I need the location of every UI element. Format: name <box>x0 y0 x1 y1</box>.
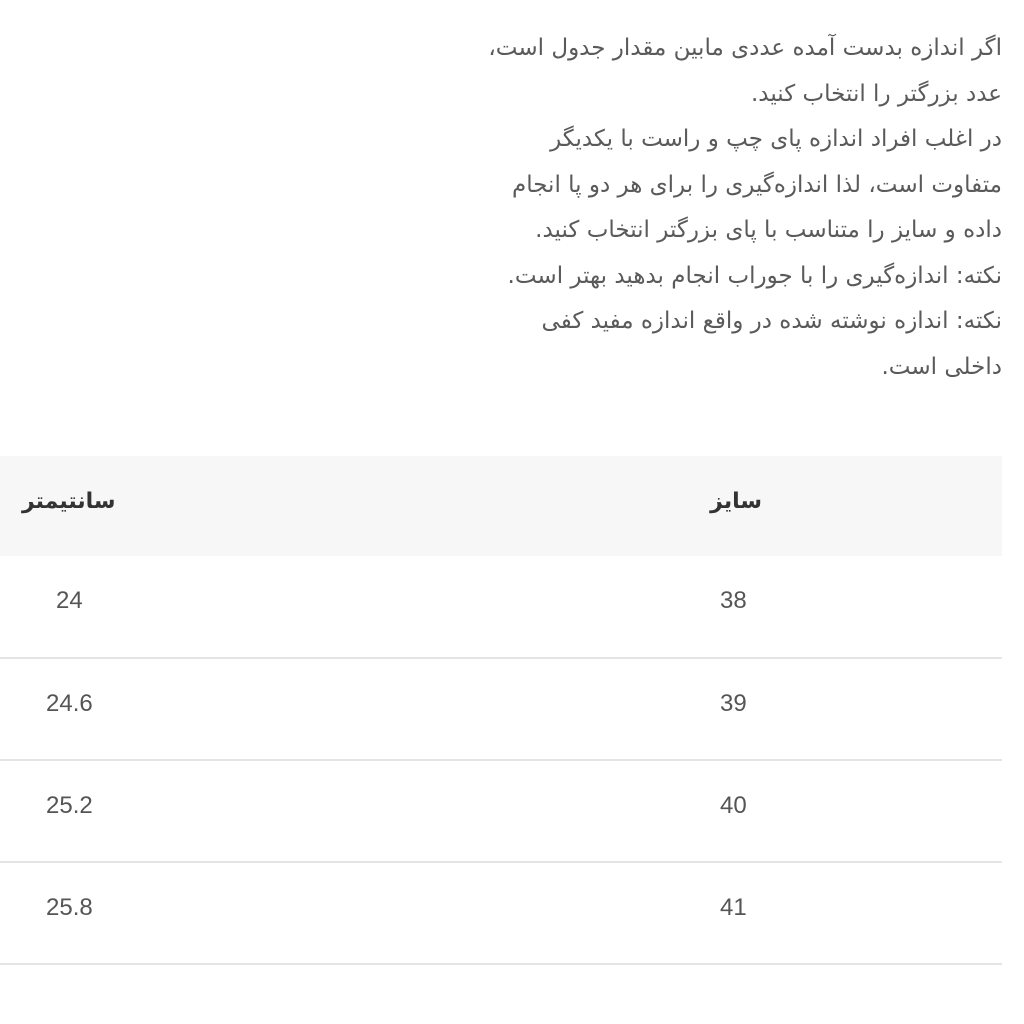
table-row <box>0 863 1002 965</box>
cell-centimeter: 25.8 <box>46 894 93 921</box>
header-size: سایز <box>710 489 762 514</box>
table-header <box>0 456 1002 556</box>
table-row <box>0 556 1002 659</box>
cell-size: 40 <box>720 792 747 819</box>
note-line: در اغلب افراد اندازه پای چپ و راست با یکدیگر <box>550 126 1002 152</box>
cell-centimeter: 24 <box>56 587 83 614</box>
cell-centimeter: 24.6 <box>46 690 93 717</box>
note-line: عدد بزرگتر را انتخاب کنید. <box>750 80 1002 107</box>
header-centimeter: سانتیمتر <box>22 489 116 514</box>
note-line: داده و سایز را متناسب با پای بزرگتر انتخاب کنید. <box>535 217 1002 243</box>
table-row <box>0 659 1002 761</box>
table-row <box>0 761 1002 863</box>
cell-size: 41 <box>720 894 747 921</box>
note-line: اگر اندازه بدست آمده عددی مابین مقدار جدول است، <box>488 35 1002 61</box>
size-table <box>0 456 1002 965</box>
cell-size: 39 <box>720 690 747 717</box>
note-line: داخلی است. <box>881 353 1002 380</box>
cell-size: 38 <box>720 587 747 614</box>
cell-centimeter: 25.2 <box>46 792 93 819</box>
size-guide-notes <box>402 26 1002 390</box>
note-line: نکته: اندازه نوشته شده در واقع اندازه مفید کفی <box>541 308 1002 334</box>
note-line: متفاوت است، لذا اندازه‌گیری را برای هر دو پا انجام <box>511 171 1002 198</box>
table-body <box>0 556 1002 965</box>
note-line: نکته: اندازه‌گیری را با جوراب انجام بدهید بهتر است. <box>507 262 1002 289</box>
